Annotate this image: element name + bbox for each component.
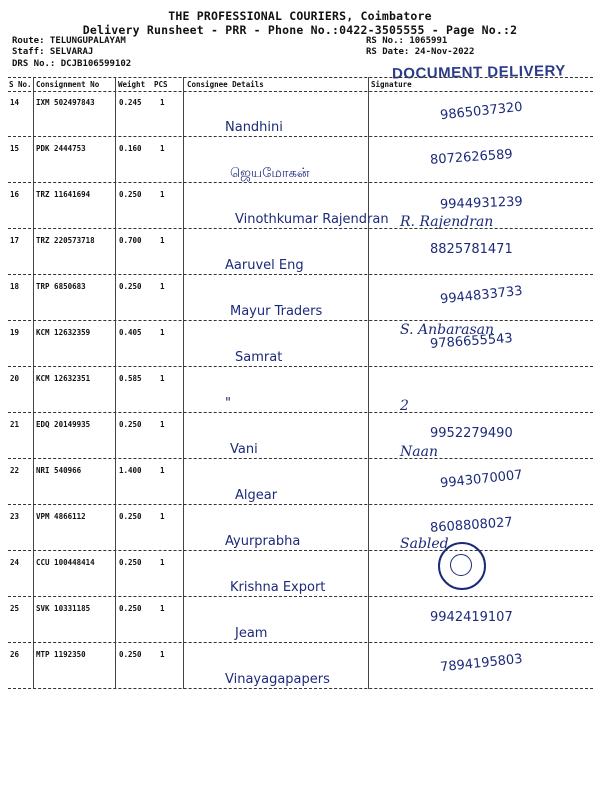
consignment-number: VPM 4866112: [36, 512, 86, 521]
recipient-phone: 9942419107: [430, 610, 513, 625]
pcs-value: 1: [160, 328, 165, 337]
row-divider: [8, 688, 593, 689]
pcs-value: 1: [160, 650, 165, 659]
pcs-value: 1: [160, 466, 165, 475]
weight-value: 0.245: [119, 98, 142, 107]
recipient-phone: 8608808027: [429, 515, 514, 536]
weight-value: 0.405: [119, 328, 142, 337]
consignment-number: CCU 100448414: [36, 558, 95, 567]
runsheet-title: Delivery Runsheet - PRR - Phone No.:0422-3505555 - Page No.:2: [82, 23, 518, 37]
pcs-value: 1: [160, 236, 165, 245]
serial-number: 25: [10, 604, 20, 613]
row-divider: [8, 550, 593, 551]
company-seal: [438, 542, 486, 590]
weight-value: 0.250: [119, 512, 142, 521]
recipient-phone: 9944931239: [439, 194, 523, 213]
weight-value: 0.700: [119, 236, 142, 245]
serial-number: 22: [10, 466, 20, 475]
rs-no-label: RS No.: 1065991: [366, 36, 448, 46]
consignee-name: Ayurprabha: [225, 534, 301, 549]
weight-value: 0.250: [119, 420, 142, 429]
col-header-consignee: Consignee Details: [187, 80, 264, 89]
consignee-name: Vinothkumar Rajendran: [235, 212, 389, 227]
row-divider: [8, 136, 593, 137]
consignee-name: Krishna Export: [230, 580, 326, 595]
consignment-number: EDQ 20149935: [36, 420, 91, 429]
recipient-phone: 9952279490: [430, 426, 513, 441]
row-divider: [8, 596, 593, 597]
consignee-name: Algear: [235, 488, 278, 503]
col-header-sno: S No.: [9, 80, 32, 89]
recipient-signature: Naan: [400, 444, 438, 460]
document-delivery-stamp: DOCUMENT DELIVERY: [391, 62, 566, 83]
recipient-phone: 9786655543: [429, 331, 514, 352]
weight-value: 0.250: [119, 190, 142, 199]
consignment-number: TRP 6850683: [36, 282, 86, 291]
pcs-value: 1: [160, 374, 165, 383]
table-top-rule: [8, 77, 593, 78]
pcs-value: 1: [160, 604, 165, 613]
serial-number: 17: [10, 236, 20, 245]
consignment-number: TRZ 220573718: [36, 236, 95, 245]
table-header-rule: [8, 91, 593, 92]
consignment-number: PDK 2444753: [36, 144, 86, 153]
consignee-name: Mayur Traders: [230, 304, 323, 319]
col-divider: [115, 77, 116, 689]
pcs-value: 1: [160, 190, 165, 199]
consignee-name: Vinayagapapers: [225, 672, 330, 687]
recipient-phone: 8825781471: [430, 242, 513, 257]
recipient-phone: 9944833733: [439, 283, 524, 308]
recipient-phone: 9865037320: [439, 99, 524, 124]
weight-value: 0.250: [119, 558, 142, 567]
weight-value: 1.400: [119, 466, 142, 475]
consignment-number: SVK 10331185: [36, 604, 91, 613]
consignee-name: ": [225, 396, 231, 411]
row-divider: [8, 412, 593, 413]
rs-date-label: RS Date: 24-Nov-2022: [366, 47, 475, 57]
serial-number: 24: [10, 558, 20, 567]
col-header-pcs: PCS: [154, 80, 168, 89]
col-header-weight: Weight: [118, 80, 146, 89]
consignee-name: Vani: [230, 442, 258, 457]
weight-value: 0.250: [119, 650, 142, 659]
serial-number: 19: [10, 328, 20, 337]
pcs-value: 1: [160, 98, 165, 107]
recipient-signature: 2: [400, 398, 409, 414]
route-label: Route: TELUNGUPALAYAM: [12, 36, 126, 46]
pcs-value: 1: [160, 144, 165, 153]
pcs-value: 1: [160, 512, 165, 521]
staff-label: Staff: SELVARAJ: [12, 47, 94, 57]
pcs-value: 1: [160, 420, 165, 429]
row-divider: [8, 320, 593, 321]
drs-label: DRS No.: DCJB106599102: [12, 59, 132, 69]
serial-number: 26: [10, 650, 20, 659]
serial-number: 21: [10, 420, 20, 429]
recipient-phone: 8072626589: [429, 147, 514, 168]
row-divider: [8, 182, 593, 183]
weight-value: 0.250: [119, 282, 142, 291]
serial-number: 18: [10, 282, 20, 291]
consignee-name: Nandhini: [225, 120, 283, 135]
consignment-number: MTP 1192350: [36, 650, 86, 659]
weight-value: 0.585: [119, 374, 142, 383]
serial-number: 23: [10, 512, 20, 521]
recipient-signature: Sabled: [400, 536, 449, 552]
serial-number: 14: [10, 98, 20, 107]
recipient-signature: R. Rajendran: [400, 214, 494, 230]
consignment-number: TRZ 11641694: [36, 190, 91, 199]
weight-value: 0.160: [119, 144, 142, 153]
col-divider: [183, 77, 184, 689]
col-divider: [33, 77, 34, 689]
consignment-number: NRI 540966: [36, 466, 82, 475]
serial-number: 16: [10, 190, 20, 199]
recipient-phone: 7894195803: [439, 651, 524, 676]
pcs-value: 1: [160, 558, 165, 567]
pcs-value: 1: [160, 282, 165, 291]
consignment-number: IXM 502497843: [36, 98, 95, 107]
row-divider: [8, 366, 593, 367]
weight-value: 0.250: [119, 604, 142, 613]
recipient-phone: 9943070007: [439, 467, 524, 492]
company-title: THE PROFESSIONAL COURIERS, Coimbatore: [168, 9, 432, 23]
consignment-number: KCM 12632359: [36, 328, 91, 337]
row-divider: [8, 458, 593, 459]
serial-number: 20: [10, 374, 20, 383]
consignment-number: KCM 12632351: [36, 374, 91, 383]
col-header-signature: Signature: [371, 80, 412, 89]
col-divider: [368, 77, 369, 689]
row-divider: [8, 642, 593, 643]
consignee-name: Aaruvel Eng: [225, 258, 304, 273]
consignee-name: ஜெயமோகன்: [230, 166, 310, 181]
row-divider: [8, 274, 593, 275]
row-divider: [8, 228, 593, 229]
col-header-consignment: Consignment No: [36, 80, 100, 89]
consignee-name: Jeam: [235, 626, 268, 641]
consignee-name: Samrat: [235, 350, 283, 365]
row-divider: [8, 504, 593, 505]
serial-number: 15: [10, 144, 20, 153]
recipient-signature: S. Anbarasan: [400, 322, 495, 338]
